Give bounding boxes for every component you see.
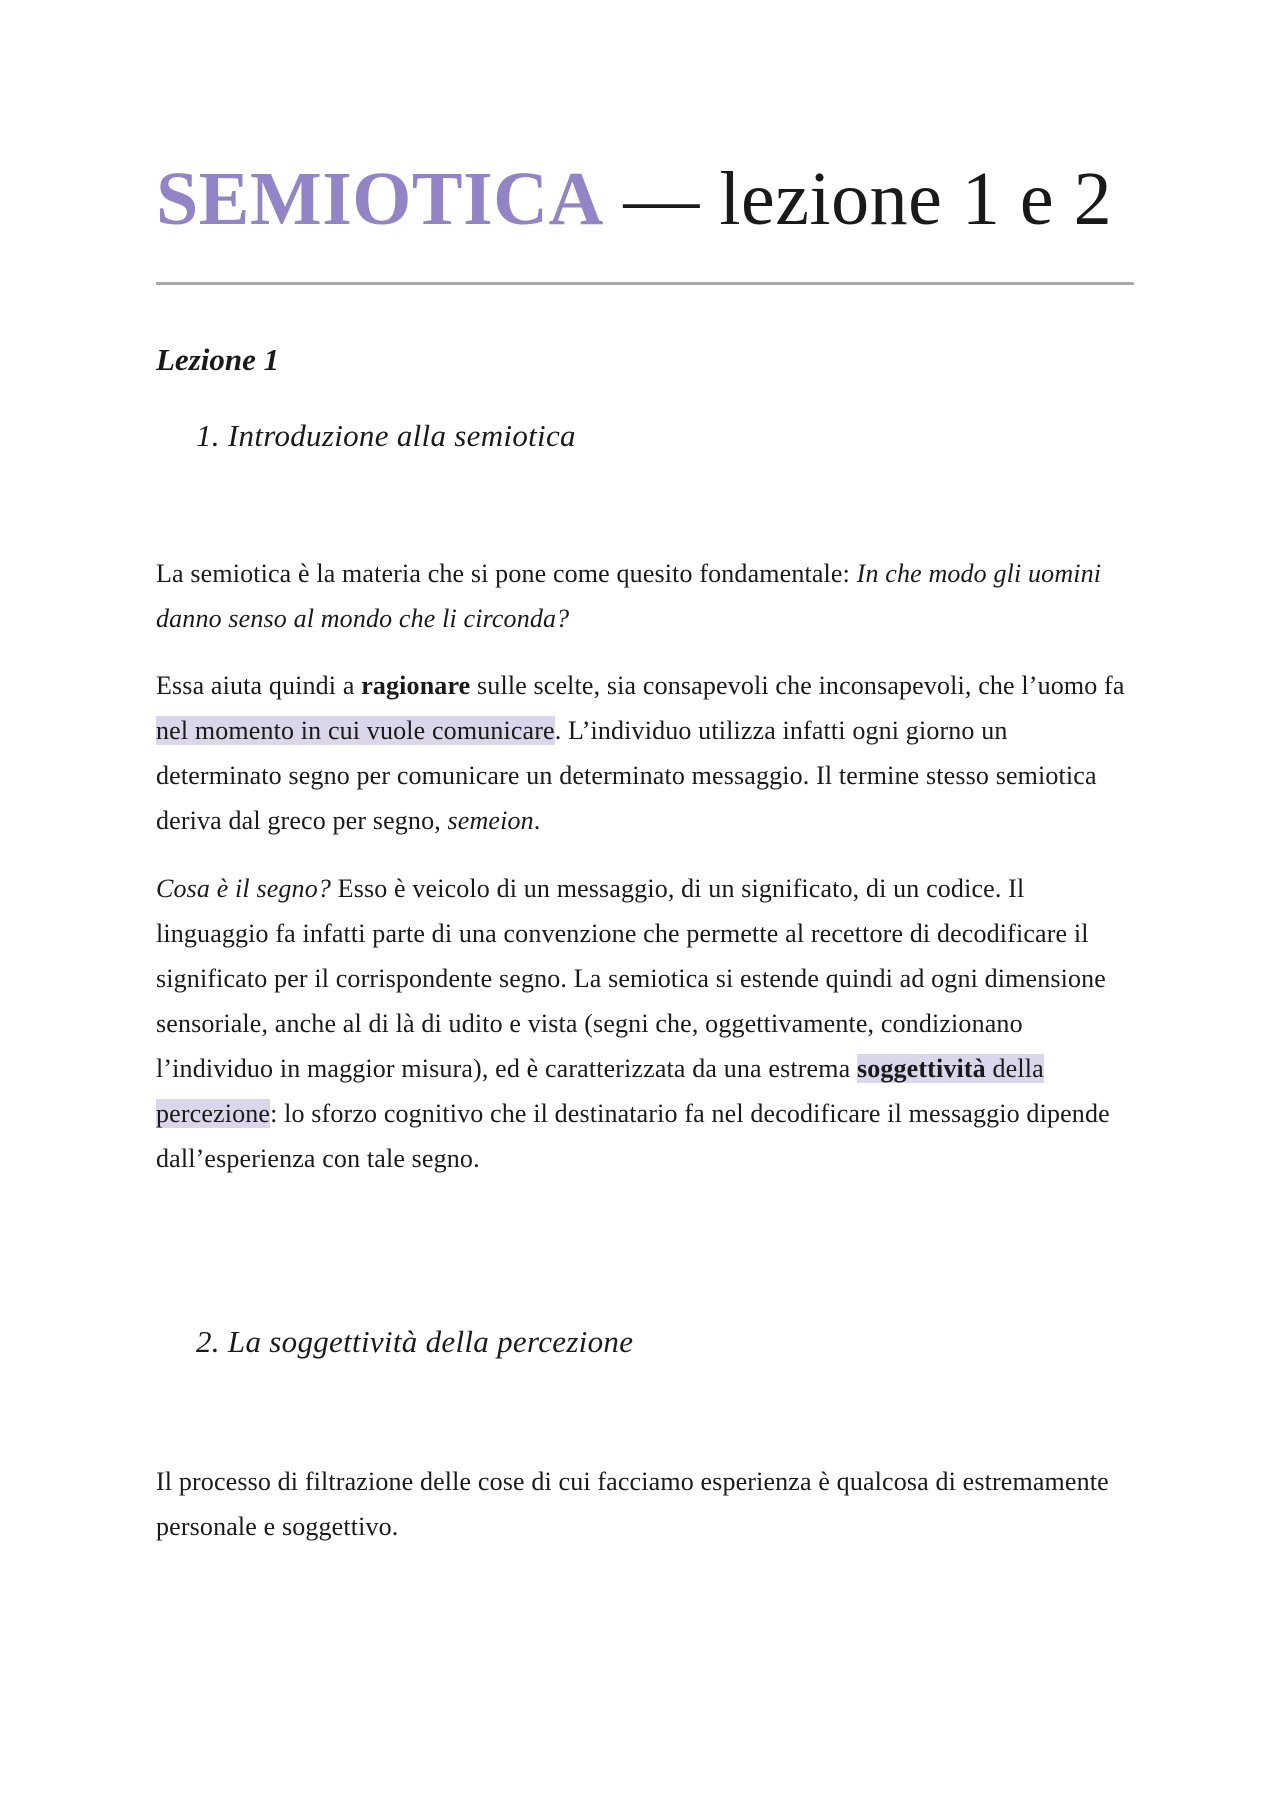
- paragraph-text: . L’individuo utilizza infatti ogni giorno un determinato segno per comunicare un determinato messaggio. Il termine stesso semiotica deriva dal greco per segno,: [156, 716, 1097, 835]
- paragraph-text: .: [533, 806, 541, 835]
- bold-term-ragionare: ragionare: [361, 671, 471, 700]
- paragraph-italic-question: In che modo gli uomini danno senso al mondo che li circonda?: [156, 559, 1102, 633]
- highlighted-phrase: nel momento in cui vuole comunicare: [156, 716, 555, 745]
- paragraph-text: Essa aiuta quindi a: [156, 671, 362, 700]
- paragraph-text: : lo sforzo cognitivo che il destinatario fa nel decodificare il messaggio dipende dall’esperienza con tale segno.: [156, 1099, 1110, 1173]
- italic-question-sign: Cosa è il segno?: [156, 874, 332, 903]
- paragraph-text: Esso è veicolo di un messaggio, di un significato, di un codice. Il linguaggio fa infatti parte di una convenzione che permette al recettore di decodificare il significato per il corrispondente segno. La semiotica si estende quindi ad ogni dimensione sensoriale, anche al di là di udito e vista (segni che, oggettivamente, condizionano l’individuo in maggior misura), ed è caratterizzata da una estrema: [156, 874, 1106, 1083]
- paragraph-text: sulle scelte, sia consapevoli che inconsapevoli, che l’uomo fa: [470, 671, 1125, 700]
- highlighted-text: della percezione: [156, 1054, 1044, 1128]
- paragraph-reasoning: [156, 663, 1134, 843]
- italic-term-semeion: semeion: [447, 806, 534, 835]
- page-title: [156, 158, 1112, 242]
- lesson-heading: Lezione 1: [156, 342, 280, 377]
- paragraph-sign: [156, 866, 1134, 1181]
- title-divider: [156, 282, 1134, 285]
- paragraph-filtration: Il processo di filtrazione delle cose di cui facciamo esperienza è qualcosa di estremamente personale e soggettivo.: [156, 1467, 1109, 1541]
- paragraph-intro: [156, 551, 1134, 641]
- section-heading-2: 2. La soggettività della percezione: [196, 1324, 634, 1359]
- section-heading-1: 1. Introduzione alla semiotica: [196, 418, 576, 453]
- title-rest: — lezione 1 e 2: [603, 157, 1113, 241]
- paragraph-text: La semiotica è la materia che si pone come quesito fondamentale:: [156, 559, 857, 588]
- title-accent: SEMIOTICA: [156, 157, 604, 241]
- bold-term-soggettivita: soggettività: [856, 1054, 986, 1083]
